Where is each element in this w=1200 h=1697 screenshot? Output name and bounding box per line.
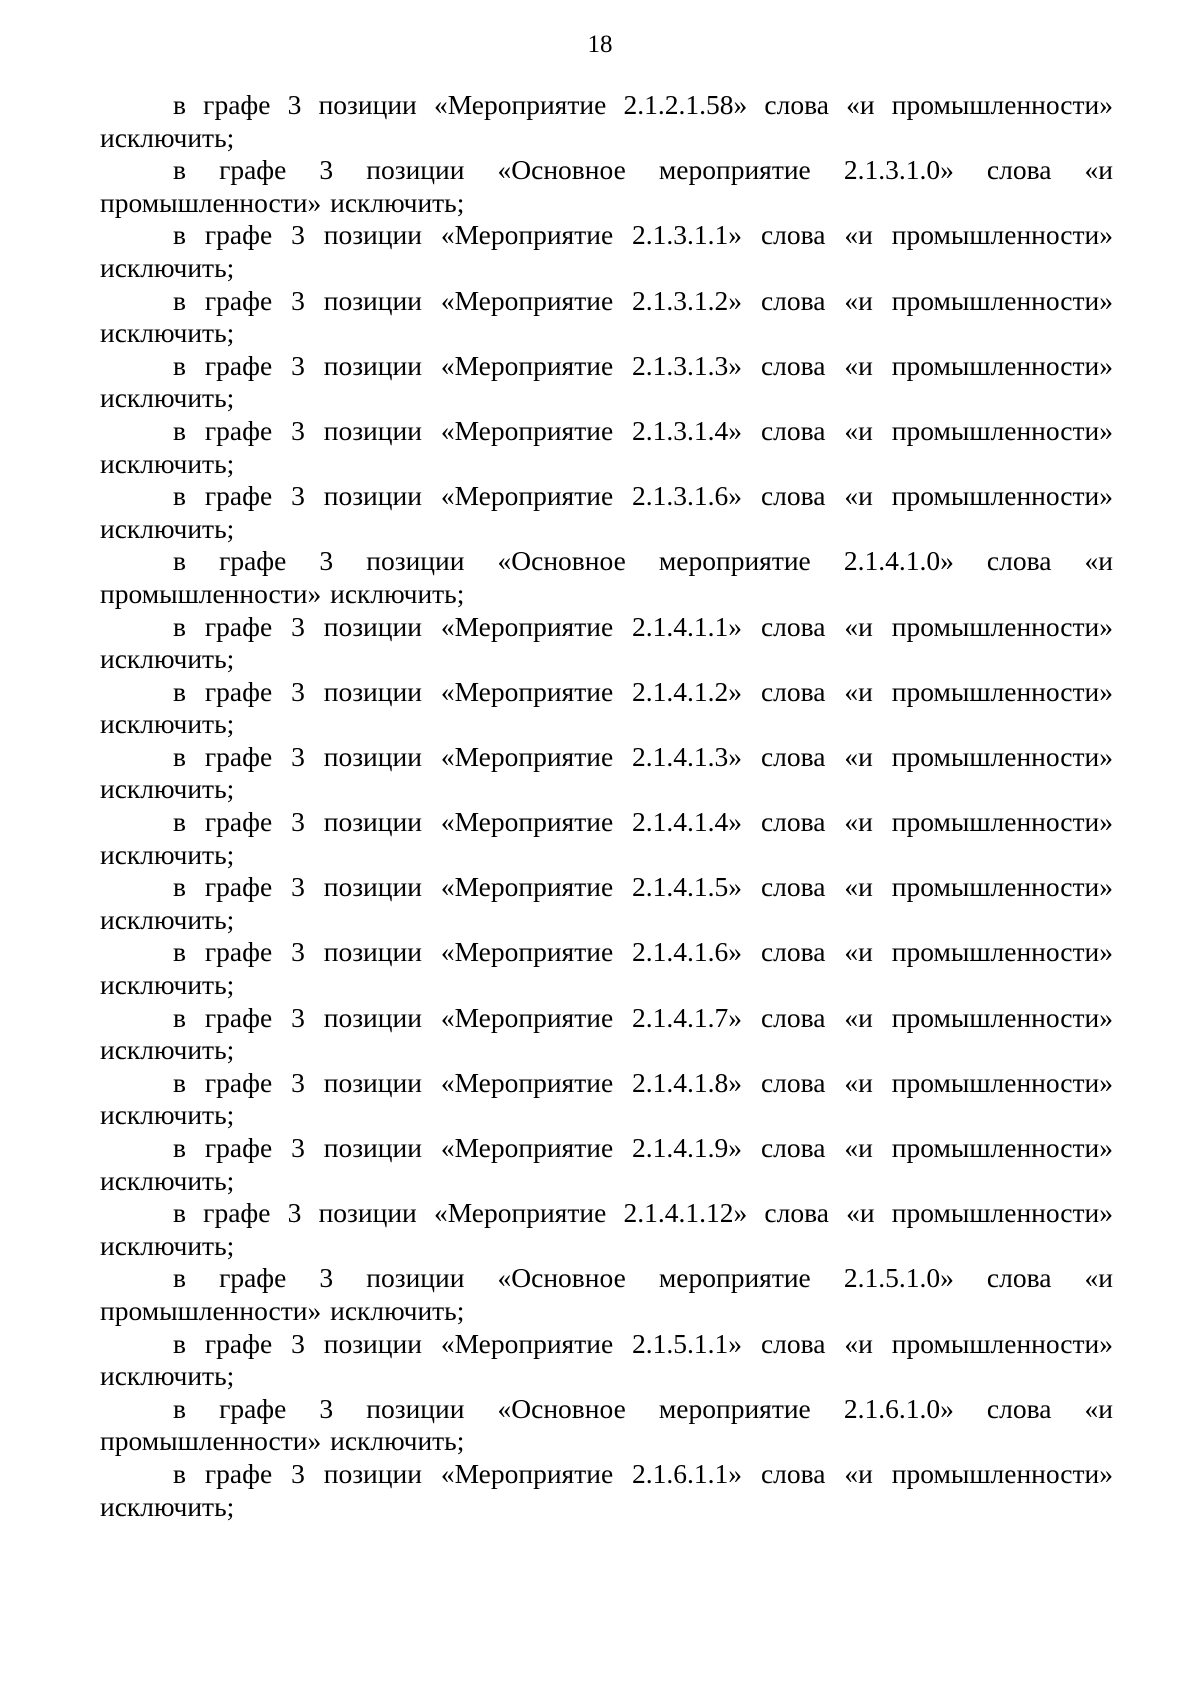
paragraph: в графе 3 позиции «Мероприятие 2.1.4.1.8» слова «и промышленности» исключить; — [100, 1066, 1113, 1131]
paragraph: в графе 3 позиции «Мероприятие 2.1.4.1.9» слова «и промышленности» исключить; — [100, 1132, 1113, 1196]
page-number: 18 — [587, 31, 613, 58]
paragraph: в графе 3 позиции «Мероприятие 2.1.6.1.1» слова «и промышленности» исключить; — [100, 1457, 1113, 1522]
paragraph: в графе 3 позиции «Мероприятие 2.1.4.1.7» слова «и промышленности» исключить; — [100, 1001, 1113, 1066]
paragraph: в графе 3 позиции «Мероприятие 2.1.5.1.1» слова «и промышленности» исключить; — [100, 1327, 1113, 1392]
paragraph: в графе 3 позиции «Мероприятие 2.1.3.1.6» слова «и промышленности» исключить; — [100, 480, 1113, 544]
paragraph: в графе 3 позиции «Основное мероприятие 2.1.4.1.0» слова «и промышленности» исключить; — [100, 545, 1113, 609]
paragraph: в графе 3 позиции «Мероприятие 2.1.3.1.4» слова «и промышленности» исключить; — [100, 414, 1113, 479]
paragraph: в графе 3 позиции «Мероприятие 2.1.3.1.1» слова «и промышленности» исключить; — [100, 219, 1113, 283]
paragraph: в графе 3 позиции «Мероприятие 2.1.4.1.12» слова «и промышленности» исключить; — [100, 1197, 1113, 1261]
paragraph: в графе 3 позиции «Мероприятие 2.1.2.1.58» слова «и промышленности» исключить; — [100, 89, 1113, 153]
document-body — [100, 89, 1113, 1523]
paragraph: в графе 3 позиции «Мероприятие 2.1.4.1.3» слова «и промышленности» исключить; — [100, 740, 1113, 805]
paragraph: в графе 3 позиции «Мероприятие 2.1.4.1.6» слова «и промышленности» исключить; — [100, 936, 1113, 1001]
paragraph: в графе 3 позиции «Мероприятие 2.1.3.1.3» слова «и промышленности» исключить; — [100, 349, 1113, 414]
paragraph: в графе 3 позиции «Мероприятие 2.1.3.1.2» слова «и промышленности» исключить; — [100, 284, 1113, 349]
paragraph: в графе 3 позиции «Основное мероприятие 2.1.6.1.0» слова «и промышленности» исключить; — [100, 1392, 1113, 1457]
paragraph: в графе 3 позиции «Мероприятие 2.1.4.1.2» слова «и промышленности» исключить; — [100, 675, 1113, 740]
paragraph: в графе 3 позиции «Основное мероприятие 2.1.5.1.0» слова «и промышленности» исключить; — [100, 1262, 1113, 1326]
paragraph: в графе 3 позиции «Мероприятие 2.1.4.1.5» слова «и промышленности» исключить; — [100, 871, 1113, 935]
paragraph: в графе 3 позиции «Основное мероприятие 2.1.3.1.0» слова «и промышленности» исключить; — [100, 154, 1113, 218]
paragraph: в графе 3 позиции «Мероприятие 2.1.4.1.4» слова «и промышленности» исключить; — [100, 806, 1113, 870]
paragraph: в графе 3 позиции «Мероприятие 2.1.4.1.1» слова «и промышленности» исключить; — [100, 610, 1113, 675]
